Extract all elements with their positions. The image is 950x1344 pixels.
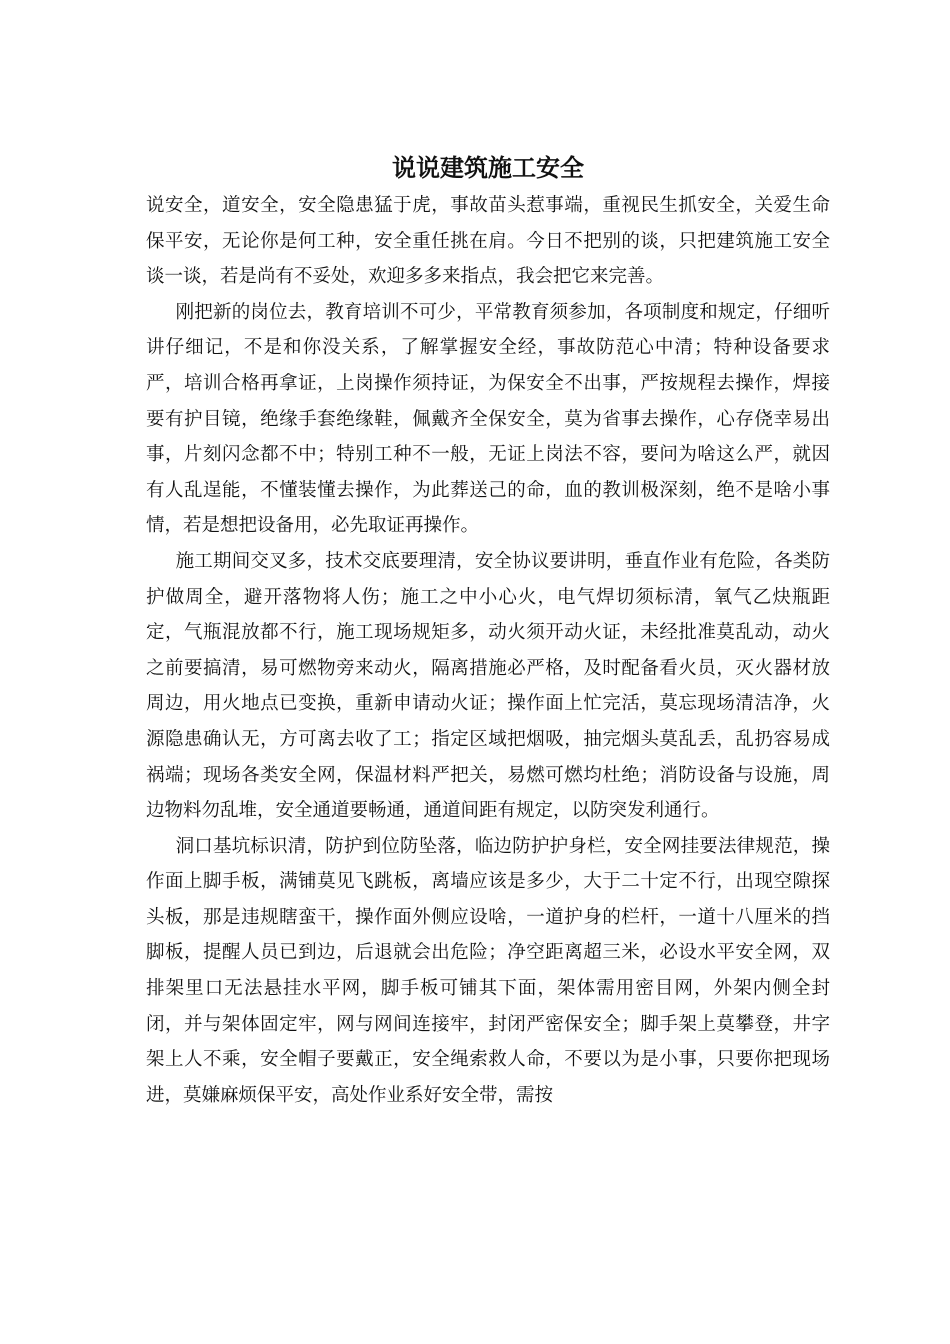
document-title: 说说建筑施工安全 (392, 153, 584, 182)
paragraph-intro: 说安全，道安全，安全隐患猛于虎，事故苗头惹事端，重视民生抓安全，关爱生命保平安，无论你是何工种，安全重任挑在肩。今日不把别的谈，只把建筑施工安全谈一谈，若是尚有不妥处，欢迎多多来指点，我会把它来完善。 (146, 195, 830, 288)
paragraph-training: 刚把新的岗位去，教育培训不可少，平常教育须参加，各项制度和规定，仔细听讲仔细记，不是和你没关系，了解掌握安全经，事故防范心中清；特种设备要求严，培训合格再拿证，上岗操作须持证，为保安全不出事，严按规程去操作，焊接要有护目镜，绝缘手套绝缘鞋，佩戴齐全保安全，莫为省事去操作，心存侥幸易出事，片刻闪念都不中；特别工种不一般，无证上岗法不容，要问为啥这么严，就因有人乱逞能，不懂装懂去操作，为此葬送己的命，血的教训极深刻，绝不是啥小事情，若是想把设备用，必先取证再操作。 (146, 301, 830, 537)
document-page (146, 150, 830, 1113)
paragraph-fall-protection: 洞口基坑标识清，防护到位防坠落，临边防护护身栏，安全网挂要法律规范，操作面上脚手板，满铺莫见飞跳板，离墙应该是多少，大于二十定不行，出现空隙探头板，那是违规瞎蛮干，操作面外侧应设啥，一道护身的栏杆，一道十八厘米的挡脚板，提醒人员已到边，后退就会出危险；净空距离超三米，必设水平安全网，双排架里口无法悬挂水平网，脚手板可铺其下面，架体需用密目网，外架内侧全封闭，并与架体固定牢，网与网间连接牢，封闭严密保安全；脚手架上莫攀登，井字架上人不乘，安全帽子要戴正，安全绳索救人命，不要以为是小事，只要你把现场进，莫嫌麻烦保平安，高处作业系好安全带，需按 (146, 835, 830, 1106)
paragraph-fire-safety: 施工期间交叉多，技术交底要理清，安全协议要讲明，垂直作业有危险，各类防护做周全，避开落物将人伤；施工之中小心火，电气焊切须标清，氧气乙炔瓶距定，气瓶混放都不行，施工现场规矩多，动火须开动火证，未经批准莫乱动，动火之前要搞清，易可燃物旁来动火，隔离措施必严格，及时配备看火员，灭火器材放周边，用火地点已变换，重新申请动火证；操作面上忙完活，莫忘现场清洁净，火源隐患确认无，方可离去收了工；指定区域把烟吸，抽完烟头莫乱丢，乱扔容易成祸端；现场各类安全网，保温材料严把关，易燃可燃均杜绝；消防设备与设施，周边物料勿乱堆，安全通道要畅通，通道间距有规定，以防突发利通行。 (146, 550, 830, 822)
